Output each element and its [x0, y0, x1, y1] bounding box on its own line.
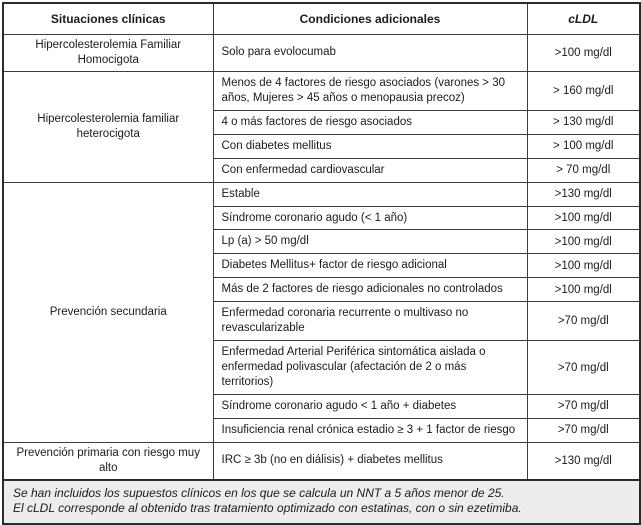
- cldl-value-cell: > 70 mg/dl: [527, 158, 640, 182]
- table-body: [3, 35, 640, 480]
- cldl-value-cell: >100 mg/dl: [527, 278, 640, 302]
- condition-cell: Menos de 4 factores de riesgo asociados (varones > 30 años, Mujeres > 45 años o menopausia precoz): [213, 71, 527, 110]
- header-situaciones-clinicas: Situaciones clínicas: [3, 3, 213, 35]
- cldl-value-cell: >100 mg/dl: [527, 35, 640, 72]
- cldl-value-cell: >130 mg/dl: [527, 442, 640, 479]
- footnote-cell: [3, 480, 640, 524]
- header-condiciones-adicionales: Condiciones adicionales: [213, 3, 527, 35]
- table-row: [3, 442, 640, 479]
- table-row: [3, 35, 640, 72]
- condition-cell: Diabetes Mellitus+ factor de riesgo adicional: [213, 254, 527, 278]
- condition-cell: Enfermedad Arterial Periférica sintomática aislada o enfermedad polivascular (afectación de 2 o más territorios): [213, 341, 527, 395]
- cldl-value-cell: >70 mg/dl: [527, 341, 640, 395]
- condition-cell: Insuficiencia renal crónica estadio ≥ 3 + 1 factor de riesgo: [213, 418, 527, 442]
- condition-cell: 4 o más factores de riesgo asociados: [213, 110, 527, 134]
- condition-cell: Con enfermedad cardiovascular: [213, 158, 527, 182]
- situation-cell: Hipercolesterolemia Familiar Homocigota: [3, 35, 213, 72]
- cldl-value-cell: >70 mg/dl: [527, 394, 640, 418]
- footnote-line-1: Se han incluidos los supuestos clínicos en los que se calcula un NNT a 5 años menor de 25.: [13, 485, 505, 500]
- cldl-value-cell: >130 mg/dl: [527, 182, 640, 206]
- condition-cell: IRC ≥ 3b (no en diálisis) + diabetes mellitus: [213, 442, 527, 479]
- condition-cell: Más de 2 factores de riesgo adicionales no controlados: [213, 278, 527, 302]
- condition-cell: Enfermedad coronaria recurrente o multivaso no revascularizable: [213, 302, 527, 341]
- situation-cell: Hipercolesterolemia familiar heterocigota: [3, 71, 213, 182]
- footnote-row: [3, 480, 640, 524]
- table-header-row: [3, 3, 640, 35]
- cldl-value-cell: >70 mg/dl: [527, 418, 640, 442]
- cldl-value-cell: > 160 mg/dl: [527, 71, 640, 110]
- header-cldl: cLDL: [527, 3, 640, 35]
- clinical-situations-table: [2, 2, 641, 525]
- cldl-value-cell: > 100 mg/dl: [527, 134, 640, 158]
- cldl-value-cell: >100 mg/dl: [527, 254, 640, 278]
- condition-cell: Lp (a) > 50 mg/dl: [213, 230, 527, 254]
- condition-cell: Síndrome coronario agudo < 1 año + diabetes: [213, 394, 527, 418]
- table-row: [3, 71, 640, 110]
- cldl-value-cell: > 130 mg/dl: [527, 110, 640, 134]
- cldl-value-cell: >100 mg/dl: [527, 230, 640, 254]
- condition-cell: Solo para evolocumab: [213, 35, 527, 72]
- cldl-value-cell: >100 mg/dl: [527, 206, 640, 230]
- footnote-line-2: El cLDL corresponde al obtenido tras tratamiento optimizado con estatinas, con o sin ezetimiba.: [13, 501, 522, 516]
- condition-cell: Síndrome coronario agudo (< 1 año): [213, 206, 527, 230]
- cldl-value-cell: >70 mg/dl: [527, 302, 640, 341]
- condition-cell: Estable: [213, 182, 527, 206]
- condition-cell: Con diabetes mellitus: [213, 134, 527, 158]
- situation-cell: Prevención primaria con riesgo muy alto: [3, 442, 213, 479]
- situation-cell: Prevención secundaria: [3, 182, 213, 442]
- table-row: [3, 182, 640, 206]
